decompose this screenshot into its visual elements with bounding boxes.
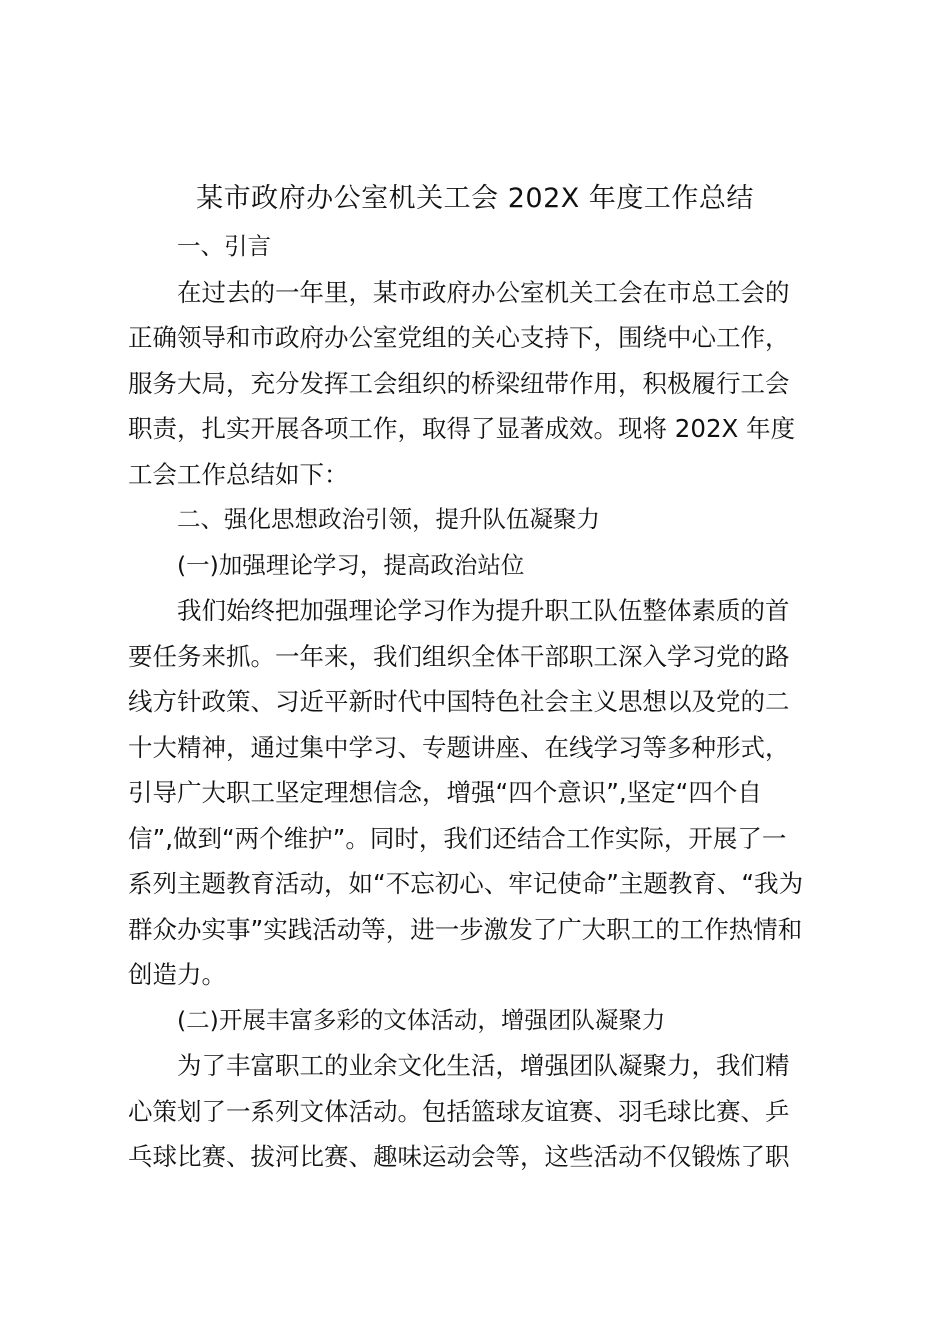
paragraph-line: 线方针政策、习近平新时代中国特色社会主义思想以及党的二 bbox=[128, 687, 790, 716]
paragraph-line: 引导广大职工坚定理想信念，增强“四个意识”,坚定“四个自 bbox=[128, 778, 762, 807]
document-title: 某市政府办公室机关工会 202X 年度工作总结 bbox=[196, 183, 754, 214]
paragraph-line: 服务大局，充分发挥工会组织的桥梁纽带作用，积极履行工会 bbox=[128, 368, 790, 398]
paragraph-line: 十大精神，通过集中学习、专题讲座、在线学习等多种形式， bbox=[128, 732, 790, 762]
section-heading-2: 二、强化思想政治引领，提升队伍凝聚力 bbox=[177, 505, 600, 533]
section-heading-intro: 一、引言 bbox=[177, 232, 271, 260]
paragraph-line: 乓球比赛、拔河比赛、趣味运动会等，这些活动不仅锻炼了职 bbox=[128, 1142, 790, 1171]
paragraph-line: 为了丰富职工的业余文化生活，增强团队凝聚力，我们精 bbox=[177, 1051, 790, 1080]
paragraph-line: 信”,做到“两个维护”。同时，我们还结合工作实际，开展了一 bbox=[128, 823, 787, 853]
paragraph-line: 职责，扎实开展各项工作，取得了显著成效。现将 202X 年度 bbox=[128, 414, 796, 443]
paragraph-line: 正确领导和市政府办公室党组的关心支持下，围绕中心工作， bbox=[128, 323, 790, 352]
paragraph-line: 要任务来抓。一年来，我们组织全体干部职工深入学习党的路 bbox=[128, 641, 790, 671]
paragraph-line: 群众办实事”实践活动等，进一步激发了广大职工的工作热情和 bbox=[128, 914, 803, 944]
paragraph-line: 系列主题教育活动，如“不忘初心、牢记使命”主题教育、“我为 bbox=[128, 869, 804, 898]
subsection-heading-2-2: (二)开展丰富多彩的文体活动，增强团队凝聚力 bbox=[177, 1005, 666, 1034]
paragraph-line: 心策划了一系列文体活动。包括篮球友谊赛、羽毛球比赛、乒 bbox=[128, 1096, 790, 1126]
paragraph-line: 创造力。 bbox=[128, 960, 226, 989]
paragraph-line: 在过去的一年里，某市政府办公室机关工会在市总工会的 bbox=[177, 277, 790, 307]
subsection-heading-2-1: (一)加强理论学习，提高政治站位 bbox=[177, 550, 525, 579]
paragraph-line: 我们始终把加强理论学习作为提升职工队伍整体素质的首 bbox=[177, 596, 790, 625]
paragraph-line: 工会工作总结如下： bbox=[128, 459, 349, 489]
document-body bbox=[128, 224, 824, 1180]
